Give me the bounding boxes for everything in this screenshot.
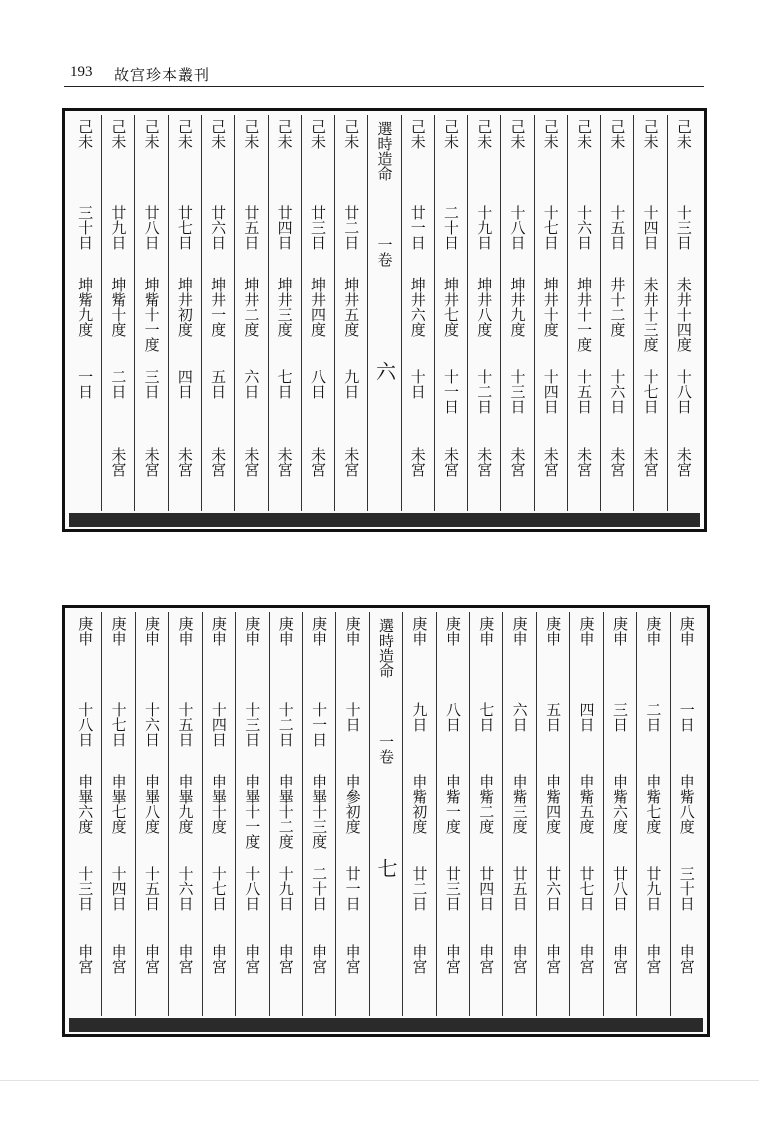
palace-cell: 未宮 (242, 447, 261, 477)
table-column (302, 612, 335, 1016)
palace-cell: 申宮 (610, 944, 629, 974)
degree-cell: 申觜六度 (610, 774, 629, 834)
degree-cell: 未井十三度 (641, 277, 660, 352)
table-column (69, 115, 101, 511)
gutter-title: 選時造命 (376, 618, 395, 678)
degree-cell: 坤井七度 (442, 277, 460, 337)
day-cell: 十六日 (575, 205, 594, 250)
day-cell: 廿七日 (175, 205, 194, 250)
day-cell: 十三日 (674, 205, 693, 250)
table-column (135, 612, 168, 1016)
ganzhi-cell: 庚申 (577, 616, 596, 646)
table-column (335, 612, 368, 1016)
counter-day-cell: 廿七日 (577, 866, 596, 911)
gutter-leaf-number: 六 (372, 361, 397, 381)
table-column (101, 115, 134, 511)
ganzhi-cell: 己未 (442, 119, 460, 149)
ganzhi-cell: 庚申 (477, 616, 496, 646)
degree-cell: 申畢十二度 (276, 774, 295, 849)
degree-cell: 申觜二度 (477, 774, 496, 834)
gutter-volume: 一卷 (376, 734, 395, 764)
degree-cell: 坤井十度 (541, 277, 560, 337)
counter-day-cell: 十三日 (508, 369, 527, 414)
degree-cell: 申畢九度 (176, 774, 195, 834)
ganzhi-cell: 己未 (541, 119, 560, 149)
day-cell: 六日 (510, 702, 529, 732)
degree-cell: 申觜八度 (677, 774, 696, 834)
degree-cell: 坤觜十度 (109, 277, 128, 337)
degree-cell: 坤井四度 (308, 277, 327, 337)
counter-day-cell: 廿四日 (477, 866, 496, 911)
day-cell: 一日 (677, 702, 696, 732)
counter-day-cell: 十日 (408, 369, 427, 399)
ganzhi-cell: 己未 (508, 119, 527, 149)
counter-day-cell: 六日 (242, 369, 261, 399)
center-gutter (369, 612, 402, 1016)
center-gutter (367, 115, 400, 511)
day-cell: 廿八日 (142, 205, 161, 250)
counter-day-cell: 一日 (76, 369, 95, 399)
table-column (633, 115, 666, 511)
ganzhi-cell: 己未 (575, 119, 594, 149)
table-block-lower (62, 605, 710, 1037)
palace-cell: 申宮 (443, 944, 462, 974)
ganzhi-cell: 己未 (209, 119, 228, 149)
table-column (134, 115, 167, 511)
counter-day-cell: 十七日 (641, 369, 660, 414)
palace-cell: 未宮 (175, 447, 194, 477)
counter-day-cell: 二十日 (310, 866, 329, 911)
palace-cell: 申宮 (677, 944, 696, 974)
palace-cell: 申宮 (243, 944, 262, 974)
table-column (536, 612, 569, 1016)
ganzhi-cell: 庚申 (410, 616, 429, 646)
ganzhi-cell: 己未 (608, 119, 627, 149)
day-cell: 九日 (410, 702, 429, 732)
palace-cell: 申宮 (644, 944, 663, 974)
table-column (101, 612, 134, 1016)
degree-cell: 申畢八度 (143, 774, 162, 834)
table-column (667, 115, 700, 511)
ganzhi-cell: 庚申 (276, 616, 295, 646)
degree-cell: 未井十四度 (674, 277, 693, 352)
degree-cell: 申畢十三度 (310, 774, 329, 849)
table-block-upper (62, 108, 707, 532)
degree-cell: 申畢十一度 (243, 774, 262, 849)
counter-day-cell: 五日 (209, 369, 228, 399)
palace-cell: 未宮 (408, 447, 427, 477)
degree-cell: 申畢十度 (209, 774, 228, 834)
counter-day-cell: 十五日 (143, 866, 162, 911)
palace-cell: 申宮 (176, 944, 195, 974)
degree-cell: 坤井八度 (475, 277, 494, 337)
palace-cell: 未宮 (674, 447, 693, 477)
palace-cell: 未宮 (508, 447, 527, 477)
ganzhi-cell: 庚申 (176, 616, 195, 646)
counter-day-cell: 十八日 (674, 369, 693, 414)
ganzhi-cell: 庚申 (143, 616, 162, 646)
day-cell: 八日 (443, 702, 462, 732)
palace-cell: 申宮 (310, 944, 329, 974)
footer-band (69, 513, 700, 527)
counter-day-cell: 十六日 (176, 866, 195, 911)
day-cell: 十七日 (109, 702, 128, 747)
gutter-volume: 一卷 (375, 237, 394, 267)
ganzhi-cell: 庚申 (677, 616, 696, 646)
counter-day-cell: 十二日 (475, 369, 494, 414)
palace-cell: 申宮 (143, 944, 162, 974)
palace-cell: 未宮 (109, 447, 128, 477)
palace-cell: 未宮 (142, 447, 161, 477)
degree-cell: 坤井五度 (342, 277, 361, 337)
counter-day-cell: 廿九日 (644, 866, 663, 911)
table-column (168, 115, 201, 511)
degree-cell: 申參初度 (343, 774, 362, 834)
gutter-title: 選時造命 (375, 121, 394, 181)
scan-edge-line (0, 1080, 759, 1081)
degree-cell: 坤觜九度 (76, 277, 95, 337)
palace-cell: 申宮 (544, 944, 563, 974)
palace-cell: 申宮 (209, 944, 228, 974)
ganzhi-cell: 己未 (242, 119, 261, 149)
day-cell: 十八日 (76, 702, 95, 747)
degree-cell: 坤井十一度 (575, 277, 594, 352)
day-cell: 七日 (477, 702, 496, 732)
counter-day-cell: 四日 (175, 369, 194, 399)
ganzhi-cell: 己未 (641, 119, 660, 149)
degree-cell: 申觜三度 (510, 774, 529, 834)
day-cell: 五日 (544, 702, 563, 732)
day-cell: 十日 (343, 702, 362, 732)
gutter-leaf-number: 七 (373, 858, 398, 878)
day-cell: 四日 (577, 702, 596, 732)
table-column (202, 612, 235, 1016)
degree-cell: 坤井九度 (508, 277, 527, 337)
day-cell: 十四日 (209, 702, 228, 747)
day-cell: 廿三日 (308, 205, 327, 250)
palace-cell: 申宮 (477, 944, 496, 974)
palace-cell: 未宮 (342, 447, 361, 477)
degree-cell: 申觜四度 (544, 774, 563, 834)
page-number: 193 (70, 64, 93, 80)
ganzhi-cell: 庚申 (510, 616, 529, 646)
ganzhi-cell: 己未 (275, 119, 294, 149)
ganzhi-cell: 己未 (142, 119, 161, 149)
palace-cell: 申宮 (76, 944, 95, 974)
palace-cell: 未宮 (442, 447, 460, 477)
counter-day-cell: 廿二日 (410, 866, 429, 911)
ganzhi-cell: 庚申 (544, 616, 563, 646)
degree-cell: 井十二度 (608, 277, 627, 337)
degree-cell: 申觜七度 (644, 774, 663, 834)
ganzhi-cell: 庚申 (109, 616, 128, 646)
ganzhi-cell: 庚申 (644, 616, 663, 646)
ganzhi-cell: 己未 (475, 119, 494, 149)
day-cell: 十七日 (541, 205, 560, 250)
day-cell: 廿四日 (275, 205, 294, 250)
palace-cell: 未宮 (275, 447, 294, 477)
degree-cell: 申觜一度 (443, 774, 462, 834)
day-cell: 三十日 (76, 205, 95, 250)
ganzhi-cell: 庚申 (76, 616, 95, 646)
table-column (301, 115, 334, 511)
table-column (534, 115, 567, 511)
counter-day-cell: 九日 (342, 369, 361, 399)
table-column (567, 115, 600, 511)
counter-day-cell: 八日 (308, 369, 327, 399)
day-cell: 廿九日 (109, 205, 128, 250)
ganzhi-cell: 庚申 (343, 616, 362, 646)
table-column (600, 115, 633, 511)
counter-day-cell: 十三日 (76, 866, 95, 911)
degree-cell: 坤井六度 (408, 277, 427, 337)
ganzhi-cell: 庚申 (209, 616, 228, 646)
table-column (469, 612, 502, 1016)
table-column (201, 115, 234, 511)
counter-day-cell: 十五日 (575, 369, 594, 414)
ganzhi-cell: 己未 (342, 119, 361, 149)
counter-day-cell: 三日 (142, 369, 161, 399)
degree-cell: 申觜初度 (410, 774, 429, 834)
day-cell: 十六日 (143, 702, 162, 747)
counter-day-cell: 三十日 (677, 866, 696, 911)
counter-day-cell: 十四日 (109, 866, 128, 911)
page-header (64, 64, 704, 87)
degree-cell: 坤井二度 (242, 277, 261, 337)
day-cell: 廿五日 (242, 205, 261, 250)
ganzhi-cell: 己未 (76, 119, 95, 149)
day-cell: 十一日 (310, 702, 329, 747)
palace-cell: 未宮 (209, 447, 228, 477)
palace-cell: 未宮 (575, 447, 594, 477)
palace-cell: 申宮 (577, 944, 596, 974)
palace-cell: 未宮 (308, 447, 327, 477)
day-cell: 十四日 (641, 205, 660, 250)
table-column (636, 612, 669, 1016)
counter-day-cell: 十九日 (276, 866, 295, 911)
degree-cell: 申畢六度 (76, 774, 95, 834)
day-cell: 十八日 (508, 205, 527, 250)
degree-cell: 申畢七度 (109, 774, 128, 834)
day-cell: 二日 (644, 702, 663, 732)
ganzhi-cell: 己未 (674, 119, 693, 149)
table-column (467, 115, 500, 511)
counter-day-cell: 十七日 (209, 866, 228, 911)
day-cell: 十三日 (243, 702, 262, 747)
ganzhi-cell: 己未 (308, 119, 327, 149)
table-column (269, 612, 302, 1016)
palace-cell: 申宮 (109, 944, 128, 974)
ganzhi-cell: 己未 (408, 119, 427, 149)
day-cell: 十五日 (176, 702, 195, 747)
counter-day-cell: 廿三日 (443, 866, 462, 911)
counter-day-cell: 十四日 (541, 369, 560, 414)
degree-cell: 坤井初度 (175, 277, 194, 337)
palace-cell: 未宮 (541, 447, 560, 477)
ganzhi-cell: 庚申 (243, 616, 262, 646)
counter-day-cell: 七日 (275, 369, 294, 399)
counter-day-cell: 十一日 (442, 369, 460, 414)
table-column (402, 612, 435, 1016)
table-column (234, 115, 267, 511)
palace-cell: 未宮 (475, 447, 494, 477)
ganzhi-cell: 庚申 (610, 616, 629, 646)
day-cell: 十二日 (276, 702, 295, 747)
table-column (670, 612, 703, 1016)
ganzhi-cell: 庚申 (310, 616, 329, 646)
column-strip (69, 612, 703, 1016)
series-title: 故宫珍本叢刊 (114, 68, 211, 84)
footer-band (69, 1018, 703, 1032)
palace-cell: 申宮 (410, 944, 429, 974)
degree-cell: 坤井一度 (209, 277, 228, 337)
ganzhi-cell: 己未 (109, 119, 128, 149)
day-cell: 十五日 (608, 205, 627, 250)
palace-cell: 申宮 (510, 944, 529, 974)
ganzhi-cell: 庚申 (443, 616, 462, 646)
counter-day-cell: 廿五日 (510, 866, 529, 911)
palace-cell: 未宮 (608, 447, 627, 477)
column-strip (69, 115, 700, 511)
counter-day-cell: 二日 (109, 369, 128, 399)
counter-day-cell: 廿一日 (343, 866, 362, 911)
day-cell: 十九日 (475, 205, 494, 250)
degree-cell: 坤觜十一度 (142, 277, 161, 352)
palace-cell: 申宮 (276, 944, 295, 974)
table-column (502, 612, 535, 1016)
table-column (168, 612, 201, 1016)
counter-day-cell: 廿六日 (544, 866, 563, 911)
day-cell: 廿二日 (342, 205, 361, 250)
table-column (268, 115, 301, 511)
table-column (569, 612, 602, 1016)
counter-day-cell: 十八日 (243, 866, 262, 911)
table-column (603, 612, 636, 1016)
palace-cell: 申宮 (343, 944, 362, 974)
table-column (69, 612, 101, 1016)
table-column (434, 115, 467, 511)
table-column (235, 612, 268, 1016)
day-cell: 二十日 (442, 205, 460, 250)
day-cell: 廿一日 (408, 205, 427, 250)
table-column (436, 612, 469, 1016)
ganzhi-cell: 己未 (175, 119, 194, 149)
degree-cell: 申觜五度 (577, 774, 596, 834)
table-column (401, 115, 434, 511)
day-cell: 廿六日 (209, 205, 228, 250)
table-column (334, 115, 367, 511)
table-column (500, 115, 533, 511)
palace-cell: 未宮 (641, 447, 660, 477)
counter-day-cell: 十六日 (608, 369, 627, 414)
counter-day-cell: 廿八日 (610, 866, 629, 911)
degree-cell: 坤井三度 (275, 277, 294, 337)
day-cell: 三日 (610, 702, 629, 732)
